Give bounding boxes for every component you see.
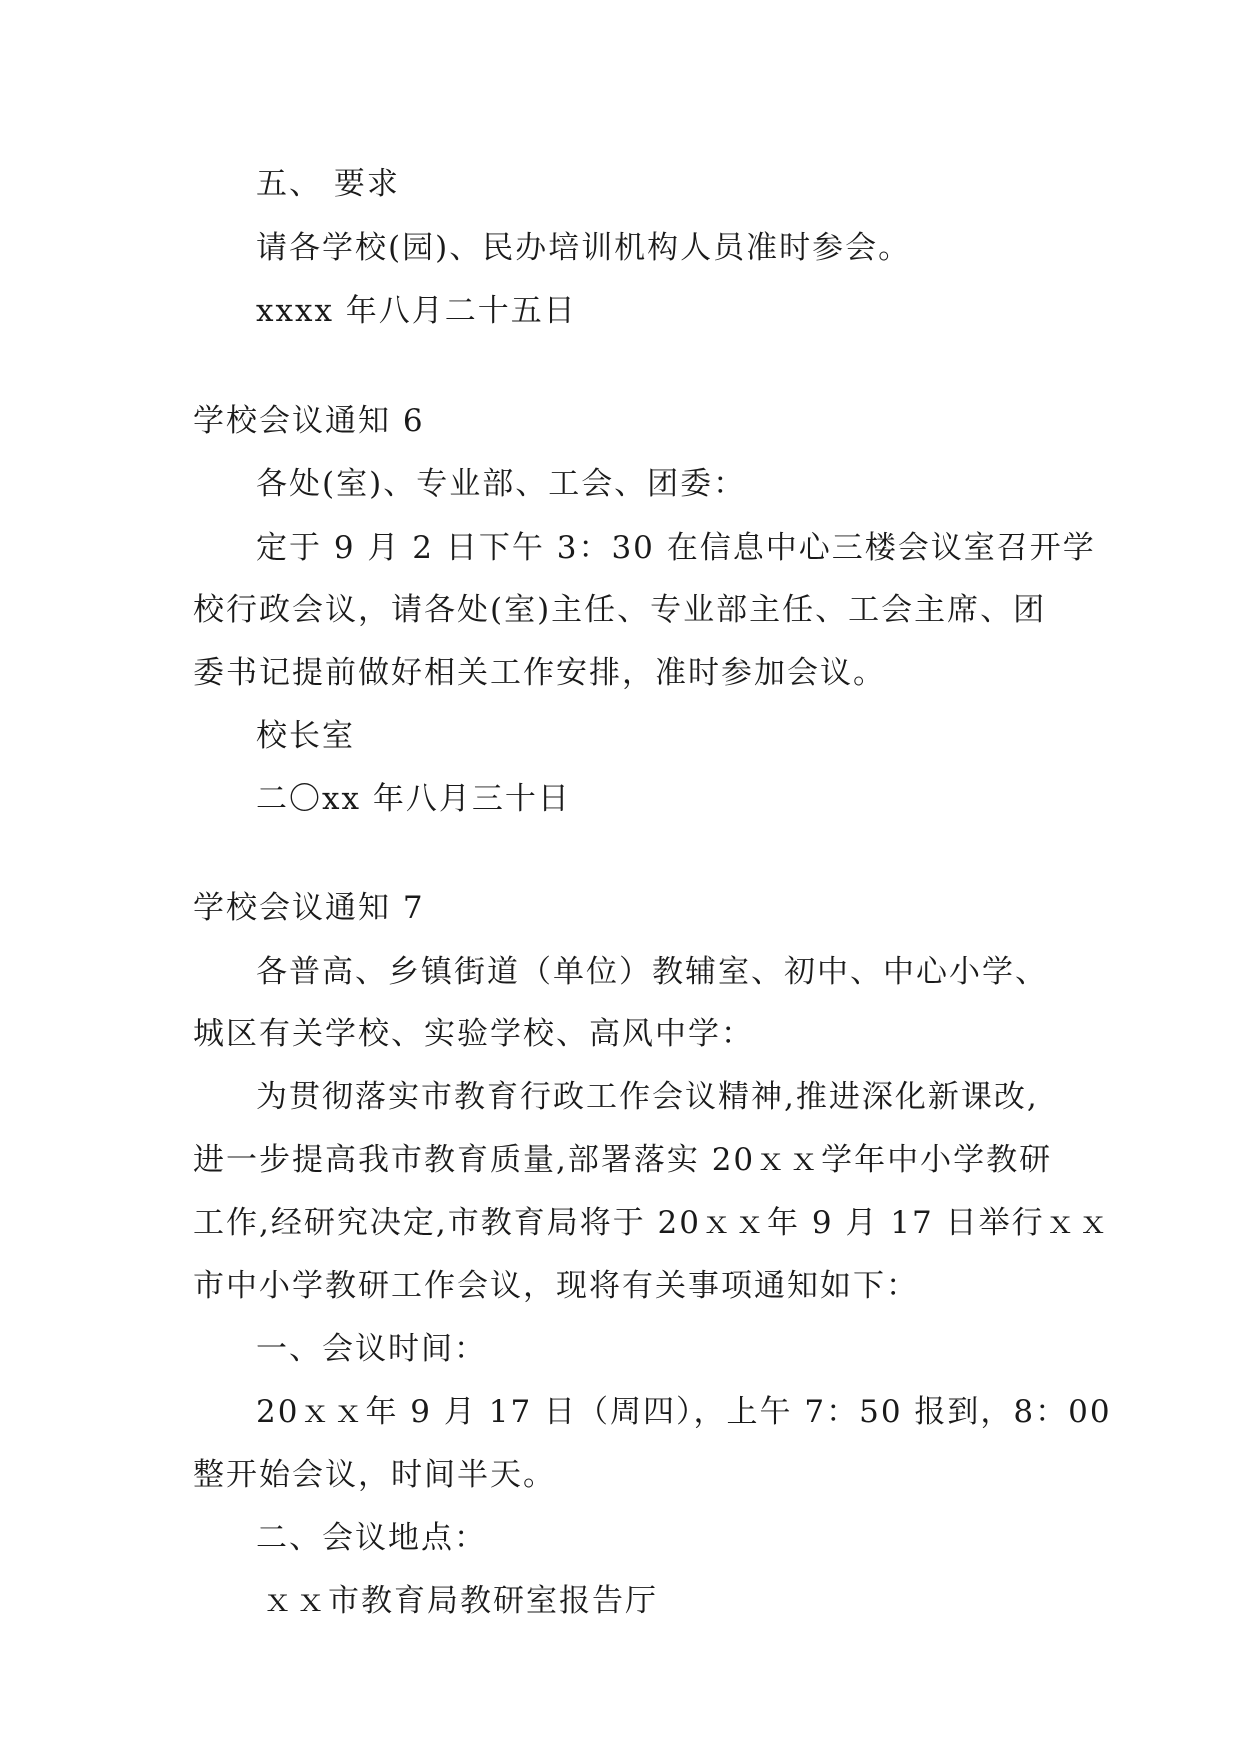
meeting-place: ｘｘ市教育局教研室报告厅 [262,1583,658,1619]
notice-7-body-line: 工作,经研究决定,市教育局将于 20ｘｘ年 9 月 17 日举行ｘｘ [193,1205,1111,1241]
notice-6-signature: 校长室 [256,718,355,754]
notice-6-body-line: 校行政会议，请各处(室)主任、专业部主任、工会主席、团 [193,592,1047,628]
notice-6-title: 学校会议通知 6 [193,403,425,439]
notice-7-title: 学校会议通知 7 [193,890,425,926]
notice-6-body-line: 定于 9 月 2 日下午 3：30 在信息中心三楼会议室召开学 [256,530,1096,566]
meeting-time-line: 20ｘｘ年 9 月 17 日（周四），上午 7：50 报到，8：00 [256,1394,1112,1430]
notice-7-addressee-line: 城区有关学校、实验学校、高风中学： [193,1016,754,1052]
meeting-place-heading: 二、会议地点： [256,1520,487,1556]
notice-7-addressee-line: 各普高、乡镇街道（单位）教辅室、初中、中心小学、 [256,954,1048,990]
notice-7-body-line: 为贯彻落实市教育行政工作会议精神,推进深化新课改, [256,1079,1039,1115]
notice-date: xxxx 年八月二十五日 [256,293,577,329]
notice-7-body-line: 市中小学教研工作会议，现将有关事项通知如下： [193,1268,919,1304]
meeting-time-line: 整开始会议，时间半天。 [193,1457,556,1493]
notice-6-addressee: 各处(室)、专业部、工会、团委： [256,466,747,502]
notice-7-body-line: 进一步提高我市教育质量,部署落实 20ｘｘ学年中小学教研 [193,1142,1053,1178]
section-heading-requirements: 五、 要求 [256,166,400,202]
notice-6-body-line: 委书记提前做好相关工作安排，准时参加会议。 [193,655,886,691]
requirements-text: 请各学校(园)、民办培训机构人员准时参会。 [256,230,912,266]
meeting-time-heading: 一、会议时间： [256,1331,487,1367]
notice-6-date: 二〇xx 年八月三十日 [256,781,571,817]
